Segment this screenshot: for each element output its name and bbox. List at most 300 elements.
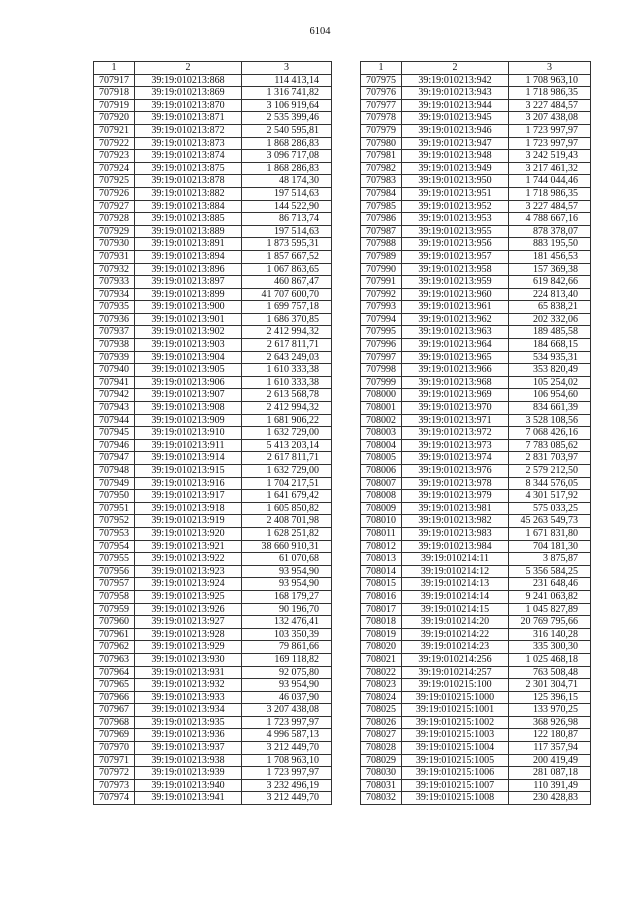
- cadastral-number-cell: 39:19:010215:1000: [402, 691, 509, 704]
- cadastral-number-cell: 39:19:010213:961: [402, 301, 509, 314]
- value-cell: 1 718 986,35: [509, 87, 591, 100]
- value-cell: 281 087,18: [509, 767, 591, 780]
- value-cell: 9 241 063,82: [509, 590, 591, 603]
- value-cell: 93 954,90: [242, 578, 332, 591]
- registry-number-cell: 707942: [94, 389, 135, 402]
- registry-number-cell: 708014: [361, 565, 402, 578]
- cadastral-number-cell: 39:19:010213:869: [135, 87, 242, 100]
- table-row: [361, 716, 591, 729]
- table-row: [94, 502, 332, 515]
- table-row: [361, 162, 591, 175]
- value-cell: 704 181,30: [509, 540, 591, 553]
- registry-number-cell: 708019: [361, 628, 402, 641]
- registry-number-cell: 708000: [361, 389, 402, 402]
- cadastral-number-cell: 39:19:010215:1004: [402, 742, 509, 755]
- cadastral-number-cell: 39:19:010214:257: [402, 666, 509, 679]
- registry-number-cell: 708004: [361, 439, 402, 452]
- table-row: [94, 754, 332, 767]
- cadastral-number-cell: 39:19:010214:11: [402, 553, 509, 566]
- value-cell: 1 605 850,82: [242, 502, 332, 515]
- table-row: [94, 87, 332, 100]
- table-row: [361, 213, 591, 226]
- cadastral-number-cell: 39:19:010213:974: [402, 452, 509, 465]
- table-row: [361, 754, 591, 767]
- value-cell: 2 412 994,32: [242, 402, 332, 415]
- page-number: 6104: [309, 26, 331, 37]
- cadastral-number-cell: 39:19:010213:939: [135, 767, 242, 780]
- table-row: [361, 99, 591, 112]
- table-row: [361, 515, 591, 528]
- table-row: [361, 238, 591, 251]
- registry-number-cell: 707998: [361, 364, 402, 377]
- cadastral-number-cell: 39:19:010215:1003: [402, 729, 509, 742]
- registry-number-cell: 707940: [94, 364, 135, 377]
- value-cell: 20 769 795,66: [509, 616, 591, 629]
- table-row: [94, 742, 332, 755]
- cadastral-number-cell: 39:19:010213:968: [402, 376, 509, 389]
- cadastral-number-cell: 39:19:010213:910: [135, 427, 242, 440]
- cadastral-number-cell: 39:19:010215:1002: [402, 716, 509, 729]
- value-cell: 3 227 484,57: [509, 99, 591, 112]
- value-cell: 189 485,58: [509, 326, 591, 339]
- registry-number-cell: 707952: [94, 515, 135, 528]
- table-row: [94, 402, 332, 415]
- registry-number-cell: 707937: [94, 326, 135, 339]
- cadastral-number-cell: 39:19:010213:875: [135, 162, 242, 175]
- table-row: [361, 137, 591, 150]
- registry-number-cell: 707980: [361, 137, 402, 150]
- table-row: [361, 124, 591, 137]
- value-cell: 181 456,53: [509, 250, 591, 263]
- value-cell: 7 783 085,62: [509, 439, 591, 452]
- cadastral-number-cell: 39:19:010215:1007: [402, 779, 509, 792]
- value-cell: 46 037,90: [242, 691, 332, 704]
- value-cell: 575 033,25: [509, 502, 591, 515]
- value-cell: 65 838,21: [509, 301, 591, 314]
- registry-number-cell: 707977: [361, 99, 402, 112]
- cadastral-number-cell: 39:19:010213:915: [135, 465, 242, 478]
- table-row: [361, 351, 591, 364]
- registry-number-cell: 707994: [361, 313, 402, 326]
- value-cell: 1 723 997,97: [509, 124, 591, 137]
- registry-number-cell: 707926: [94, 187, 135, 200]
- value-cell: 1 708 963,10: [242, 754, 332, 767]
- registry-number-cell: 707993: [361, 301, 402, 314]
- value-cell: 3 217 461,32: [509, 162, 591, 175]
- registry-number-cell: 708012: [361, 540, 402, 553]
- table-row: [361, 742, 591, 755]
- value-cell: 105 254,02: [509, 376, 591, 389]
- value-cell: 878 378,07: [509, 225, 591, 238]
- registry-number-cell: 707922: [94, 137, 135, 150]
- value-cell: 1 723 997,97: [242, 716, 332, 729]
- cadastral-number-cell: 39:19:010213:973: [402, 439, 509, 452]
- value-cell: 41 707 600,70: [242, 288, 332, 301]
- value-cell: 2 643 249,03: [242, 351, 332, 364]
- value-cell: 79 861,66: [242, 641, 332, 654]
- cadastral-number-cell: 39:19:010213:900: [135, 301, 242, 314]
- registry-number-cell: 707956: [94, 565, 135, 578]
- cadastral-number-cell: 39:19:010213:905: [135, 364, 242, 377]
- cadastral-number-cell: 39:19:010213:907: [135, 389, 242, 402]
- cadastral-number-cell: 39:19:010213:872: [135, 124, 242, 137]
- registry-number-cell: 708021: [361, 653, 402, 666]
- value-cell: 106 954,60: [509, 389, 591, 402]
- value-cell: 368 926,98: [509, 716, 591, 729]
- table-row: [361, 767, 591, 780]
- registry-number-cell: 708030: [361, 767, 402, 780]
- left-table: [93, 61, 332, 805]
- cadastral-number-cell: 39:19:010213:960: [402, 288, 509, 301]
- registry-number-cell: 708002: [361, 414, 402, 427]
- registry-number-cell: 707938: [94, 339, 135, 352]
- table-row: [361, 691, 591, 704]
- cadastral-number-cell: 39:19:010213:965: [402, 351, 509, 364]
- right-table: [360, 61, 591, 805]
- registry-number-cell: 707996: [361, 339, 402, 352]
- registry-number-cell: 707958: [94, 590, 135, 603]
- registry-number-cell: 707981: [361, 150, 402, 163]
- registry-number-cell: 707951: [94, 502, 135, 515]
- registry-number-cell: 707923: [94, 150, 135, 163]
- cadastral-number-cell: 39:19:010213:949: [402, 162, 509, 175]
- cadastral-number-cell: 39:19:010213:929: [135, 641, 242, 654]
- registry-number-cell: 707934: [94, 288, 135, 301]
- value-cell: 2 617 811,71: [242, 452, 332, 465]
- table-row: [94, 490, 332, 503]
- registry-number-cell: 707957: [94, 578, 135, 591]
- value-cell: 45 263 549,73: [509, 515, 591, 528]
- table-row: [94, 578, 332, 591]
- registry-number-cell: 707947: [94, 452, 135, 465]
- registry-number-cell: 707965: [94, 679, 135, 692]
- registry-number-cell: 707955: [94, 553, 135, 566]
- cadastral-number-cell: 39:19:010215:100: [402, 679, 509, 692]
- table-row: [94, 477, 332, 490]
- table-row: [361, 502, 591, 515]
- cadastral-number-cell: 39:19:010213:946: [402, 124, 509, 137]
- value-cell: 2 831 703,97: [509, 452, 591, 465]
- table-row: [361, 616, 591, 629]
- value-cell: 2 535 399,46: [242, 112, 332, 125]
- value-cell: 3 528 108,56: [509, 414, 591, 427]
- table-row: [94, 452, 332, 465]
- registry-number-cell: 707928: [94, 213, 135, 226]
- table-row: [94, 250, 332, 263]
- table-row: [361, 540, 591, 553]
- table-row: [361, 402, 591, 415]
- cadastral-number-cell: 39:19:010213:868: [135, 74, 242, 87]
- table-row: [361, 452, 591, 465]
- table-row: [361, 628, 591, 641]
- registry-number-cell: 707989: [361, 250, 402, 263]
- value-cell: 197 514,63: [242, 187, 332, 200]
- value-cell: 1 067 863,65: [242, 263, 332, 276]
- table-row: [361, 339, 591, 352]
- table-row: [94, 200, 332, 213]
- cadastral-number-cell: 39:19:010213:882: [135, 187, 242, 200]
- table-row: [361, 590, 591, 603]
- registry-number-cell: 708029: [361, 754, 402, 767]
- cadastral-number-cell: 39:19:010213:982: [402, 515, 509, 528]
- cadastral-number-cell: 39:19:010215:1001: [402, 704, 509, 717]
- cadastral-number-cell: 39:19:010213:878: [135, 175, 242, 188]
- cadastral-number-cell: 39:19:010213:934: [135, 704, 242, 717]
- table-row: [94, 666, 332, 679]
- registry-number-cell: 707917: [94, 74, 135, 87]
- value-cell: 1 868 286,83: [242, 162, 332, 175]
- table-row: [94, 427, 332, 440]
- value-cell: 200 419,49: [509, 754, 591, 767]
- cadastral-number-cell: 39:19:010214:256: [402, 653, 509, 666]
- registry-number-cell: 707966: [94, 691, 135, 704]
- table-row: [94, 465, 332, 478]
- registry-number-cell: 707982: [361, 162, 402, 175]
- registry-number-cell: 707935: [94, 301, 135, 314]
- cadastral-number-cell: 39:19:010213:966: [402, 364, 509, 377]
- value-cell: 168 179,27: [242, 590, 332, 603]
- table-row: [361, 112, 591, 125]
- registry-number-cell: 708025: [361, 704, 402, 717]
- registry-number-cell: 707973: [94, 779, 135, 792]
- value-cell: 1 744 044,46: [509, 175, 591, 188]
- registry-number-cell: 707975: [361, 74, 402, 87]
- cadastral-number-cell: 39:19:010213:908: [135, 402, 242, 415]
- value-cell: 1 873 595,31: [242, 238, 332, 251]
- table-row: [361, 490, 591, 503]
- cadastral-number-cell: 39:19:010213:916: [135, 477, 242, 490]
- cadastral-number-cell: 39:19:010213:921: [135, 540, 242, 553]
- column-header: 3: [509, 62, 591, 75]
- table-header-row: [94, 62, 332, 75]
- value-cell: 4 996 587,13: [242, 729, 332, 742]
- table-row: [94, 641, 332, 654]
- table-row: [361, 439, 591, 452]
- registry-number-cell: 707992: [361, 288, 402, 301]
- value-cell: 93 954,90: [242, 679, 332, 692]
- registry-number-cell: 707920: [94, 112, 135, 125]
- registry-number-cell: 708020: [361, 641, 402, 654]
- cadastral-number-cell: 39:19:010213:981: [402, 502, 509, 515]
- value-cell: 133 970,25: [509, 704, 591, 717]
- cadastral-number-cell: 39:19:010213:950: [402, 175, 509, 188]
- table-row: [361, 150, 591, 163]
- table-row: [94, 162, 332, 175]
- table-row: [361, 578, 591, 591]
- cadastral-number-cell: 39:19:010213:957: [402, 250, 509, 263]
- cadastral-number-cell: 39:19:010213:870: [135, 99, 242, 112]
- table-row: [94, 590, 332, 603]
- cadastral-number-cell: 39:19:010213:983: [402, 527, 509, 540]
- cadastral-number-cell: 39:19:010213:942: [402, 74, 509, 87]
- value-cell: 2 617 811,71: [242, 339, 332, 352]
- registry-number-cell: 707983: [361, 175, 402, 188]
- value-cell: 122 180,87: [509, 729, 591, 742]
- table-row: [361, 704, 591, 717]
- table-row: [361, 276, 591, 289]
- value-cell: 1 316 741,82: [242, 87, 332, 100]
- value-cell: 1 628 251,82: [242, 527, 332, 540]
- cadastral-number-cell: 39:19:010213:906: [135, 376, 242, 389]
- cadastral-number-cell: 39:19:010213:930: [135, 653, 242, 666]
- value-cell: 1 857 667,52: [242, 250, 332, 263]
- table-row: [94, 616, 332, 629]
- table-row: [361, 779, 591, 792]
- value-cell: 1 025 468,18: [509, 653, 591, 666]
- table-row: [361, 326, 591, 339]
- registry-number-cell: 707968: [94, 716, 135, 729]
- registry-number-cell: 707972: [94, 767, 135, 780]
- table-row: [94, 515, 332, 528]
- cadastral-number-cell: 39:19:010213:932: [135, 679, 242, 692]
- table-row: [94, 540, 332, 553]
- cadastral-number-cell: 39:19:010213:901: [135, 313, 242, 326]
- table-row: [361, 74, 591, 87]
- value-cell: 93 954,90: [242, 565, 332, 578]
- value-cell: 1 723 997,97: [509, 137, 591, 150]
- value-cell: 3 242 519,43: [509, 150, 591, 163]
- table-row: [361, 565, 591, 578]
- cadastral-number-cell: 39:19:010213:951: [402, 187, 509, 200]
- cadastral-number-cell: 39:19:010213:896: [135, 263, 242, 276]
- table-row: [361, 653, 591, 666]
- registry-number-cell: 708009: [361, 502, 402, 515]
- table-row: [94, 364, 332, 377]
- registry-number-cell: 708023: [361, 679, 402, 692]
- cadastral-number-cell: 39:19:010213:964: [402, 339, 509, 352]
- registry-number-cell: 707943: [94, 402, 135, 415]
- value-cell: 3 212 449,70: [242, 742, 332, 755]
- table-row: [94, 767, 332, 780]
- value-cell: 3 096 717,08: [242, 150, 332, 163]
- registry-number-cell: 707954: [94, 540, 135, 553]
- value-cell: 3 212 449,70: [242, 792, 332, 805]
- cadastral-number-cell: 39:19:010213:984: [402, 540, 509, 553]
- table-row: [361, 376, 591, 389]
- registry-number-cell: 707948: [94, 465, 135, 478]
- cadastral-number-cell: 39:19:010213:933: [135, 691, 242, 704]
- value-cell: 3 227 484,57: [509, 200, 591, 213]
- column-header: 1: [94, 62, 135, 75]
- cadastral-number-cell: 39:19:010213:963: [402, 326, 509, 339]
- value-cell: 103 350,39: [242, 628, 332, 641]
- cadastral-number-cell: 39:19:010213:924: [135, 578, 242, 591]
- registry-number-cell: 707960: [94, 616, 135, 629]
- table-row: [361, 364, 591, 377]
- cadastral-number-cell: 39:19:010213:922: [135, 553, 242, 566]
- value-cell: 353 820,49: [509, 364, 591, 377]
- table-row: [94, 779, 332, 792]
- table-row: [94, 603, 332, 616]
- value-cell: 763 508,48: [509, 666, 591, 679]
- registry-number-cell: 707946: [94, 439, 135, 452]
- cadastral-number-cell: 39:19:010213:952: [402, 200, 509, 213]
- table-row: [361, 792, 591, 805]
- value-cell: 1 671 831,80: [509, 527, 591, 540]
- value-cell: 132 476,41: [242, 616, 332, 629]
- cadastral-number-cell: 39:19:010213:971: [402, 414, 509, 427]
- registry-number-cell: 708017: [361, 603, 402, 616]
- registry-number-cell: 707971: [94, 754, 135, 767]
- cadastral-number-cell: 39:19:010213:918: [135, 502, 242, 515]
- value-cell: 1 681 906,22: [242, 414, 332, 427]
- table-row: [361, 679, 591, 692]
- registry-number-cell: 707933: [94, 276, 135, 289]
- table-row: [361, 200, 591, 213]
- table-row: [94, 704, 332, 717]
- value-cell: 92 075,80: [242, 666, 332, 679]
- table-row: [94, 792, 332, 805]
- registry-number-cell: 707949: [94, 477, 135, 490]
- table-row: [361, 87, 591, 100]
- registry-number-cell: 707950: [94, 490, 135, 503]
- table-row: [94, 565, 332, 578]
- table-row: [94, 553, 332, 566]
- registry-number-cell: 707953: [94, 527, 135, 540]
- registry-number-cell: 708031: [361, 779, 402, 792]
- value-cell: 2 412 994,32: [242, 326, 332, 339]
- cadastral-number-cell: 39:19:010213:899: [135, 288, 242, 301]
- table-row: [361, 313, 591, 326]
- registry-number-cell: 707976: [361, 87, 402, 100]
- value-cell: 883 195,50: [509, 238, 591, 251]
- cadastral-number-cell: 39:19:010213:972: [402, 427, 509, 440]
- registry-number-cell: 707987: [361, 225, 402, 238]
- value-cell: 3 207 438,08: [242, 704, 332, 717]
- value-cell: 110 391,49: [509, 779, 591, 792]
- value-cell: 224 813,40: [509, 288, 591, 301]
- registry-number-cell: 707927: [94, 200, 135, 213]
- table-row: [94, 339, 332, 352]
- table-row: [94, 691, 332, 704]
- cadastral-number-cell: 39:19:010213:953: [402, 213, 509, 226]
- column-header: 2: [135, 62, 242, 75]
- cadastral-number-cell: 39:19:010213:955: [402, 225, 509, 238]
- table-row: [361, 603, 591, 616]
- registry-number-cell: 707969: [94, 729, 135, 742]
- registry-number-cell: 707925: [94, 175, 135, 188]
- table-row: [94, 326, 332, 339]
- value-cell: 2 540 595,81: [242, 124, 332, 137]
- registry-number-cell: 707962: [94, 641, 135, 654]
- registry-number-cell: 707945: [94, 427, 135, 440]
- value-cell: 231 648,46: [509, 578, 591, 591]
- registry-number-cell: 707997: [361, 351, 402, 364]
- registry-number-cell: 707919: [94, 99, 135, 112]
- registry-number-cell: 707991: [361, 276, 402, 289]
- cadastral-number-cell: 39:19:010213:969: [402, 389, 509, 402]
- cadastral-number-cell: 39:19:010213:909: [135, 414, 242, 427]
- cadastral-number-cell: 39:19:010214:12: [402, 565, 509, 578]
- registry-number-cell: 708026: [361, 716, 402, 729]
- value-cell: 144 522,90: [242, 200, 332, 213]
- table-row: [361, 641, 591, 654]
- table-row: [361, 527, 591, 540]
- table-row: [94, 301, 332, 314]
- value-cell: 1 632 729,00: [242, 427, 332, 440]
- value-cell: 460 867,47: [242, 276, 332, 289]
- registry-number-cell: 708007: [361, 477, 402, 490]
- value-cell: 8 344 576,05: [509, 477, 591, 490]
- table-row: [94, 439, 332, 452]
- registry-number-cell: 708032: [361, 792, 402, 805]
- table-row: [361, 729, 591, 742]
- value-cell: 1 868 286,83: [242, 137, 332, 150]
- value-cell: 2 579 212,50: [509, 465, 591, 478]
- cadastral-number-cell: 39:19:010213:931: [135, 666, 242, 679]
- value-cell: 1 704 217,51: [242, 477, 332, 490]
- cadastral-number-cell: 39:19:010213:873: [135, 137, 242, 150]
